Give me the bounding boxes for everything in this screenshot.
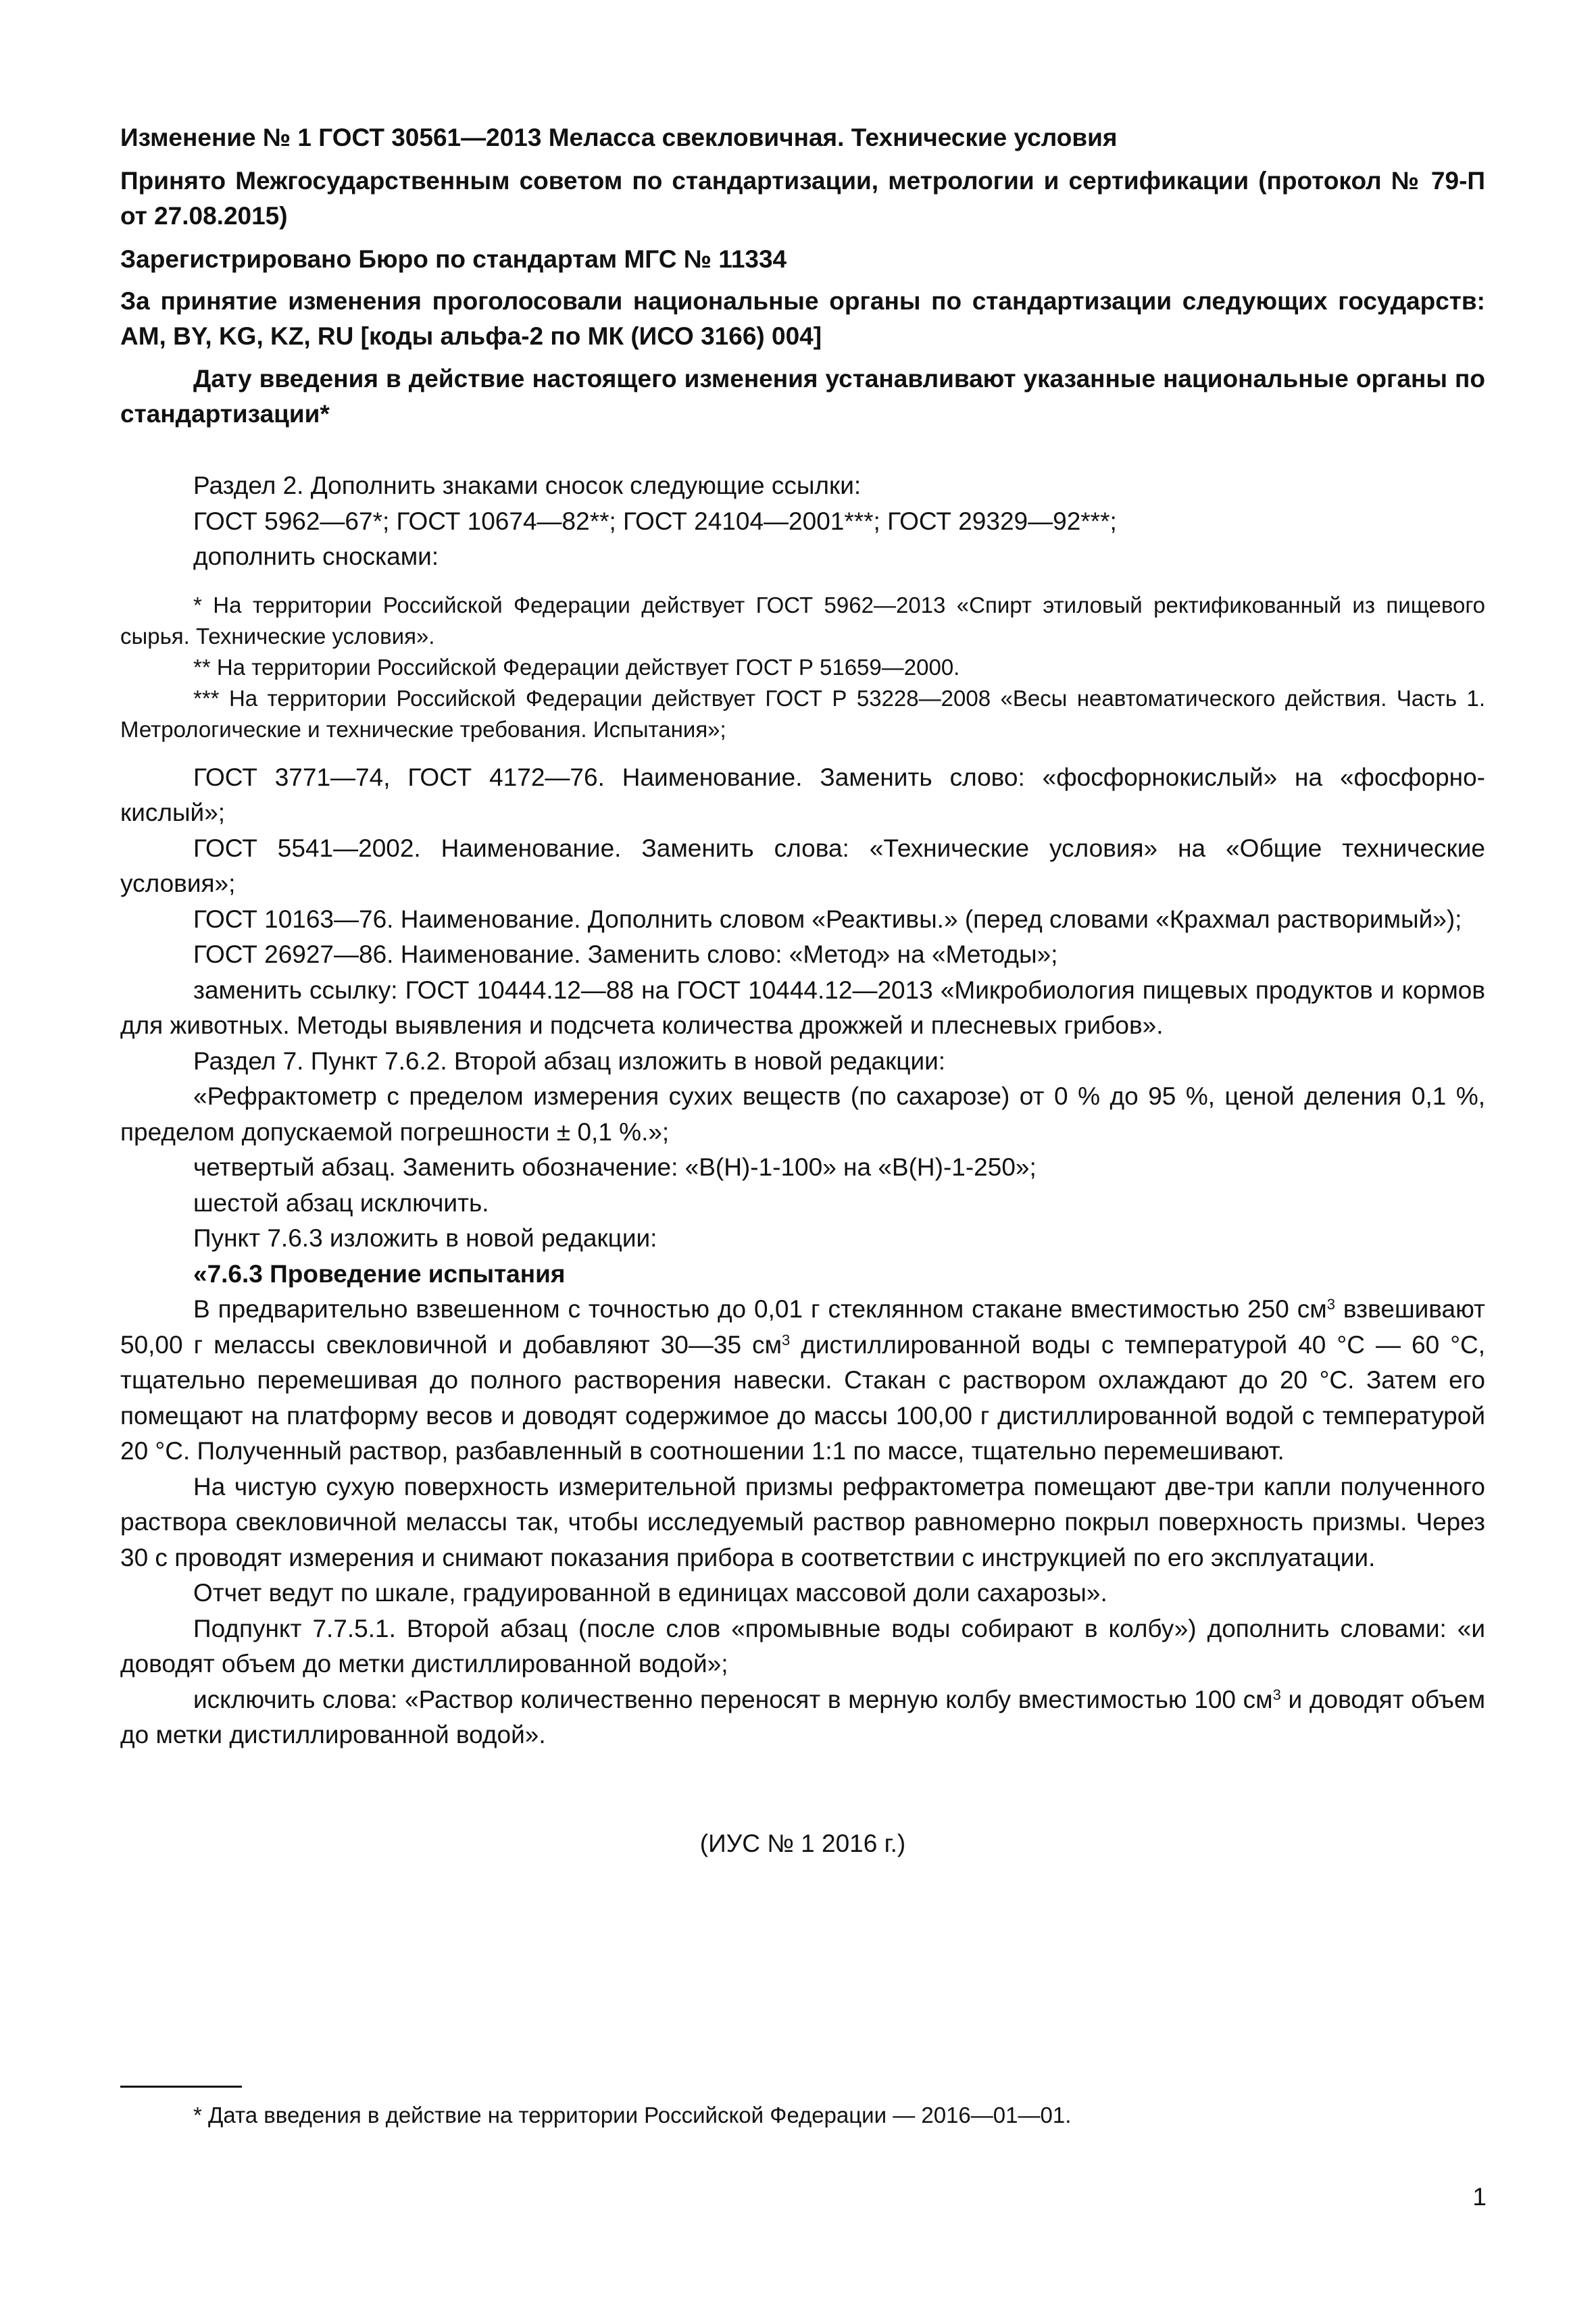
footnote-3: *** На территории Российской Федерации действует ГОСТ Р 53228—2008 «Весы неавтоматического действия. Часть 1. Метрологические и технические требования. Испытания»; [120,685,1485,742]
registered-statement: Зарегистрировано Бюро по стандартам МГС № 11334 [120,245,787,273]
section2-line2: ГОСТ 5962—67*; ГОСТ 10674—82**; ГОСТ 24104—2001***; ГОСТ 29329—92***; [193,507,1117,535]
footnote-divider [120,2086,242,2088]
change-paragraph: четвертый абзац. Заменить обозначение: «В(Н)-1-100» на «В(Н)-1-250»; [193,1153,1037,1181]
text-run: исключить слова: «Раствор количественно переносят в мерную колбу вместимостью 100 см [193,1685,1273,1713]
test-procedure-paragraph [120,1292,1485,1469]
section-7-6-3-heading: «7.6.3 Проведение испытания [193,1259,566,1288]
text-run: дистиллированной воды с температурой 40 °С — 60 °С, тщательно перемешивая до полного растворения навески. Стакан с раствором охлаждают до 20 °С. Затем его помещают на платформу весов и доводят содержимое до массы 100,00 г дистиллированной водой с температурой 20 °С. Полученный раствор, разбавленный в соотношении 1:1 по массе, тщательно перемешивают. [120,1330,1485,1465]
document-body [120,468,1485,1753]
change-paragraph: ГОСТ 3771—74, ГОСТ 4172—76. Наименование. Заменить слово: «фосфорнокислый» на «фосфорно-кислый»; [120,763,1485,826]
change-paragraph: ГОСТ 10163—76. Наименование. Дополнить словом «Реактивы.» (перед словами «Крахмал растворимый»); [193,905,1462,933]
change-paragraph: Раздел 7. Пункт 7.6.2. Второй абзац изложить в новой редакции: [193,1047,946,1075]
date-note: Дату введения в действие настоящего изменения устанавливают указанные национальные органы по стандартизации* [120,365,1485,428]
accepted-statement: Принято Межгосударственным советом по стандартизации, метрологии и сертификации (протокол № 79-П от 27.08.2015) [120,167,1485,230]
inline-footnotes [120,590,1485,745]
bottom-footnote: * Дата введения в действие на территории Российской Федерации — 2016—01—01. [193,2103,1072,2128]
superscript: 3 [1272,1686,1281,1703]
footnote-1: * На территории Российской Федерации действует ГОСТ 5962—2013 «Спирт этиловый ректификованный из пищевого сырья. Технические условия». [120,592,1485,649]
text-run: В предварительно взвешенном с точностью до 0,01 г стеклянном стакане вместимостью 250 см [193,1295,1327,1323]
superscript: 3 [1326,1296,1335,1313]
refractometer-paragraph: На чистую сухую поверхность измерительной призмы рефрактометра помещают две-три капли полученного раствора свекловичной мелассы так, чтобы исследуемый раствор равномерно покрыл поверхность призмы. Через 30 с проводят измерения и снимают показания прибора в соответствии с инструкцией по его эксплуатации. [120,1472,1485,1571]
text-run: и доводят объем до метки дистиллированной водой». [120,1685,1486,1749]
voted-statement: За принятие изменения проголосовали национальные органы по стандартизации следующих государств: AM, BY, KG, KZ, RU [коды альфа-2 по МК (ИСО 3166) 004] [120,287,1485,350]
ius-reference: (ИУС № 1 2016 г.) [699,1830,906,1857]
report-paragraph: Отчет ведут по шкале, градуированной в единицах массовой доли сахарозы». [193,1579,1107,1607]
footnote-2: ** На территории Российской Федерации действует ГОСТ Р 51659—2000. [193,654,960,680]
change-paragraph: ГОСТ 5541—2002. Наименование. Заменить слова: «Технические условия» на «Общие технические условия»; [120,834,1485,897]
superscript: 3 [782,1331,791,1349]
section2-line3: дополнить сносками: [193,543,439,570]
subitem-paragraph: Подпункт 7.7.5.1. Второй абзац (после слов «промывные воды собирают в колбу») дополнить словами: «и доводят объем до метки дистиллированной водой»; [120,1614,1485,1678]
section2-line1: Раздел 2. Дополнить знаками сносок следующие ссылки: [193,472,862,499]
change-paragraph: заменить ссылку: ГОСТ 10444.12—88 на ГОСТ 10444.12—2013 «Микробиология пищевых продуктов и кормов для животных. Методы выявления и подсчета количества дрожжей и плесневых грибов». [120,976,1485,1039]
change-paragraph: шестой абзац исключить. [193,1188,489,1217]
change-paragraph: «Рефрактометр с пределом измерения сухих веществ (по сахарозе) от 0 % до 95 %, ценой деления 0,1 %, пределом допускаемой погрешности ± 0,1 %.»; [120,1082,1485,1146]
text-run: взвешивают 50,00 г мелассы свекловичной и добавляют 30—35 см [120,1295,1485,1359]
page-number: 1 [1472,2183,1487,2211]
exclude-paragraph [120,1682,1485,1753]
amendment-title: Изменение № 1 ГОСТ 30561—2013 Меласса свекловичная. Технические условия [120,124,1118,151]
change-paragraph: ГОСТ 26927—86. Наименование. Заменить слово: «Метод» на «Методы»; [193,940,1058,968]
change-paragraph: Пункт 7.6.3 изложить в новой редакции: [193,1224,657,1252]
